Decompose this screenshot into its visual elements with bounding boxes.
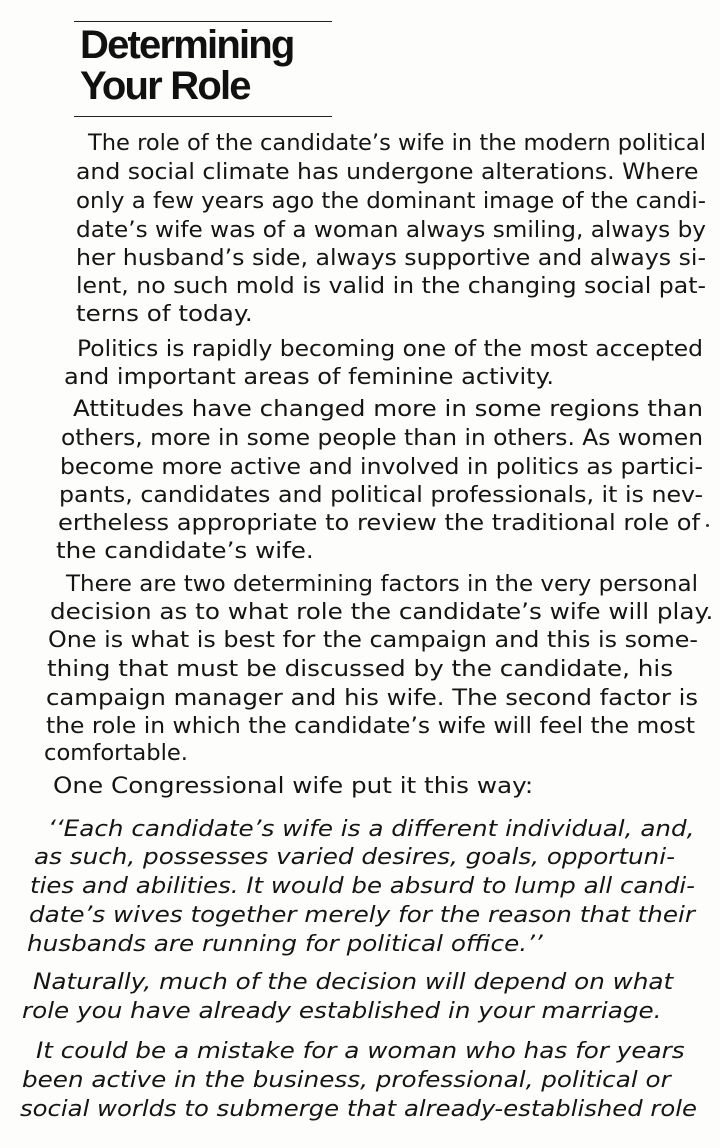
quote-line: husbands are running for political office.’’ [27, 932, 543, 957]
text-line: decision as to what role the candidate’s wife will play. [50, 600, 714, 625]
text-line: terns of today. [76, 302, 253, 327]
text-line: Attitudes have changed more in some regions than [73, 397, 704, 422]
text-line: comfortable. [44, 741, 188, 766]
quote-line: ‘‘Each candidate’s wife is a different individual, and, [48, 817, 695, 842]
text-line: Politics is rapidly becoming one of the most accepted [77, 337, 703, 362]
text-line: pants, candidates and political professionals, it is nev- [59, 483, 704, 508]
text-line: ertheless appropriate to review the traditional role of [58, 511, 701, 536]
text-line: others, more in some people than in others. As women [61, 426, 704, 451]
quote-line: date’s wives together merely for the reason that their [29, 903, 696, 928]
text-line: become more active and involved in politics as partici- [60, 455, 704, 480]
text-line: campaign manager and his wife. The second factor is [46, 686, 699, 711]
text-line: lent, no such mold is valid in the changing social pat- [76, 274, 707, 299]
text-line: social worlds to submerge that already-established role [20, 1097, 698, 1122]
text-line: been active in the business, professional, political or [22, 1068, 671, 1093]
quote-line: as such, possesses varied desires, goals, opportuni- [34, 845, 676, 870]
text-line: her husband’s side, always supportive and always si- [76, 246, 707, 271]
text-line: and important areas of feminine activity. [64, 365, 555, 390]
stray-ink-mark [706, 524, 709, 527]
text-line: There are two determining factors in the very personal [66, 572, 698, 597]
text-line: and social climate has undergone alterations. Where [76, 160, 699, 185]
text-line: One Congressional wife put it this way: [53, 774, 534, 799]
text-line: Naturally, much of the decision will depend on what [33, 970, 674, 995]
text-line: the role in which the candidate’s wife will feel the most [46, 714, 696, 739]
text-line: role you have already established in your marriage. [22, 999, 662, 1024]
text-line: thing that must be discussed by the candidate, his [47, 657, 674, 682]
text-line: One is what is best for the campaign and this is some- [48, 628, 699, 653]
title-line-1: Determining [80, 23, 294, 67]
text-line: the candidate’s wife. [56, 539, 314, 564]
text-line: date’s wife was of a woman always smiling, always by [76, 218, 707, 243]
text-line: It could be a mistake for a woman who has for years [36, 1039, 685, 1064]
title-line-2: Your Role [80, 64, 250, 108]
quote-line: ties and abilities. It would be absurd to lump all candi- [30, 874, 696, 899]
text-line: only a few years ago the dominant image of the candi- [76, 189, 706, 214]
text-line: The role of the candidate’s wife in the modern political [88, 131, 707, 156]
